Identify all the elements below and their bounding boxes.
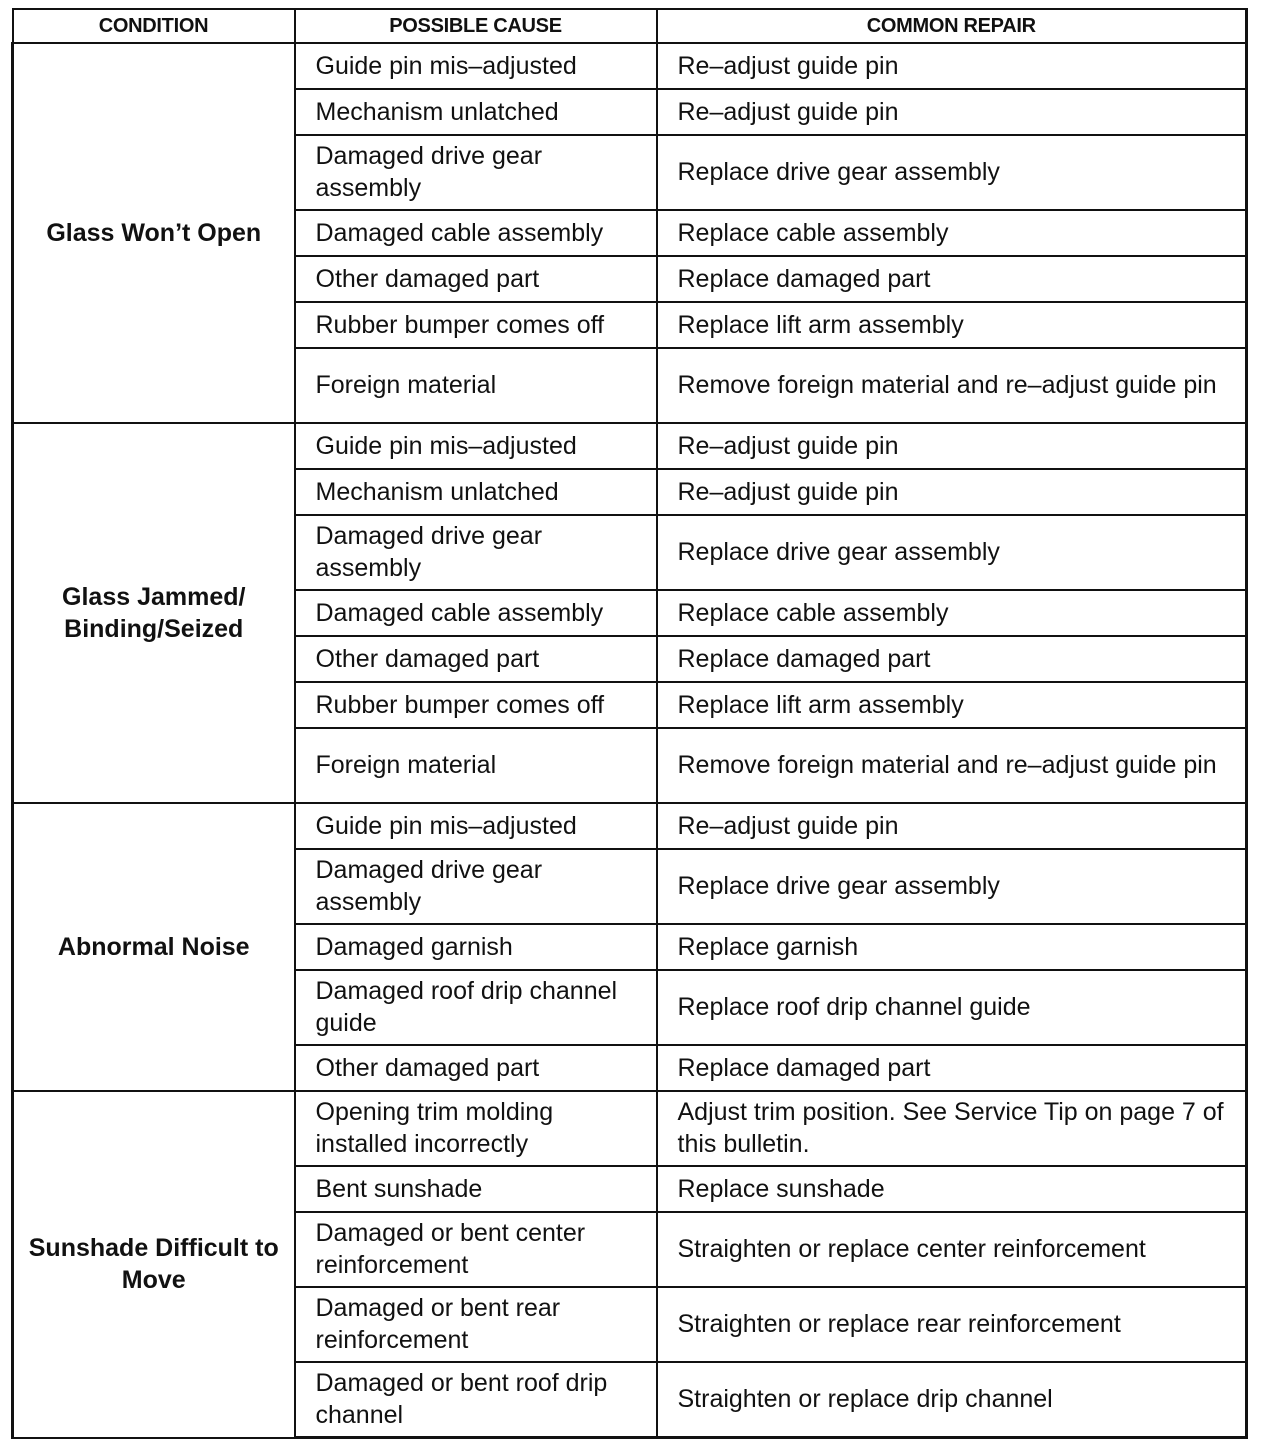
repair-cell: Replace lift arm assembly	[657, 682, 1247, 728]
cause-cell: Damaged drive gear assembly	[295, 135, 657, 210]
repair-cell: Replace garnish	[657, 924, 1247, 970]
table-row	[13, 423, 1247, 469]
repair-cell: Re–adjust guide pin	[657, 469, 1247, 515]
cause-cell: Damaged roof drip channel guide	[295, 970, 657, 1045]
header-row	[13, 9, 1247, 43]
cause-cell: Damaged cable assembly	[295, 210, 657, 256]
cause-cell: Damaged or bent roof drip channel	[295, 1362, 657, 1438]
header-condition: CONDITION	[13, 9, 295, 43]
cause-cell: Other damaged part	[295, 256, 657, 302]
repair-cell: Replace roof drip channel guide	[657, 970, 1247, 1045]
cause-cell: Damaged cable assembly	[295, 590, 657, 636]
cause-cell: Rubber bumper comes off	[295, 302, 657, 348]
cause-cell: Bent sunshade	[295, 1166, 657, 1212]
repair-cell: Replace drive gear assembly	[657, 849, 1247, 924]
cause-cell: Mechanism unlatched	[295, 89, 657, 135]
table-row	[13, 1091, 1247, 1166]
cause-cell: Rubber bumper comes off	[295, 682, 657, 728]
cause-cell: Damaged drive gear assembly	[295, 515, 657, 590]
header-common-repair: COMMON REPAIR	[657, 9, 1247, 43]
header-possible-cause: POSSIBLE CAUSE	[295, 9, 657, 43]
cause-cell: Damaged drive gear assembly	[295, 849, 657, 924]
repair-cell: Remove foreign material and re–adjust guide pin	[657, 728, 1247, 803]
diagnosis-table	[11, 8, 1248, 1439]
repair-cell: Replace cable assembly	[657, 210, 1247, 256]
cause-cell: Guide pin mis–adjusted	[295, 803, 657, 849]
repair-cell: Replace damaged part	[657, 636, 1247, 682]
condition-cell: Glass Won’t Open	[13, 43, 295, 423]
table-body	[13, 43, 1247, 1438]
repair-cell: Re–adjust guide pin	[657, 43, 1247, 89]
table-row	[13, 43, 1247, 89]
repair-cell: Straighten or replace rear reinforcement	[657, 1287, 1247, 1362]
repair-cell: Replace damaged part	[657, 256, 1247, 302]
cause-cell: Foreign material	[295, 728, 657, 803]
repair-cell: Straighten or replace drip channel	[657, 1362, 1247, 1438]
cause-cell: Opening trim molding installed incorrectly	[295, 1091, 657, 1166]
cause-cell: Guide pin mis–adjusted	[295, 43, 657, 89]
table-row	[13, 803, 1247, 849]
repair-cell: Replace damaged part	[657, 1045, 1247, 1091]
repair-cell: Replace lift arm assembly	[657, 302, 1247, 348]
cause-cell: Damaged garnish	[295, 924, 657, 970]
cause-cell: Damaged or bent center reinforcement	[295, 1212, 657, 1287]
cause-cell: Damaged or bent rear reinforcement	[295, 1287, 657, 1362]
cause-cell: Other damaged part	[295, 1045, 657, 1091]
condition-cell: Sunshade Difficult to Move	[13, 1091, 295, 1438]
repair-cell: Remove foreign material and re–adjust guide pin	[657, 348, 1247, 423]
repair-cell: Re–adjust guide pin	[657, 89, 1247, 135]
repair-cell: Straighten or replace center reinforcement	[657, 1212, 1247, 1287]
repair-cell: Replace sunshade	[657, 1166, 1247, 1212]
cause-cell: Mechanism unlatched	[295, 469, 657, 515]
repair-cell: Re–adjust guide pin	[657, 423, 1247, 469]
cause-cell: Other damaged part	[295, 636, 657, 682]
cause-cell: Foreign material	[295, 348, 657, 423]
repair-cell: Replace drive gear assembly	[657, 515, 1247, 590]
repair-cell: Replace cable assembly	[657, 590, 1247, 636]
repair-cell: Re–adjust guide pin	[657, 803, 1247, 849]
condition-cell: Glass Jammed/ Binding/Seized	[13, 423, 295, 803]
condition-cell: Abnormal Noise	[13, 803, 295, 1091]
cause-cell: Guide pin mis–adjusted	[295, 423, 657, 469]
repair-cell: Adjust trim position. See Service Tip on page 7 of this bulletin.	[657, 1091, 1247, 1166]
repair-cell: Replace drive gear assembly	[657, 135, 1247, 210]
